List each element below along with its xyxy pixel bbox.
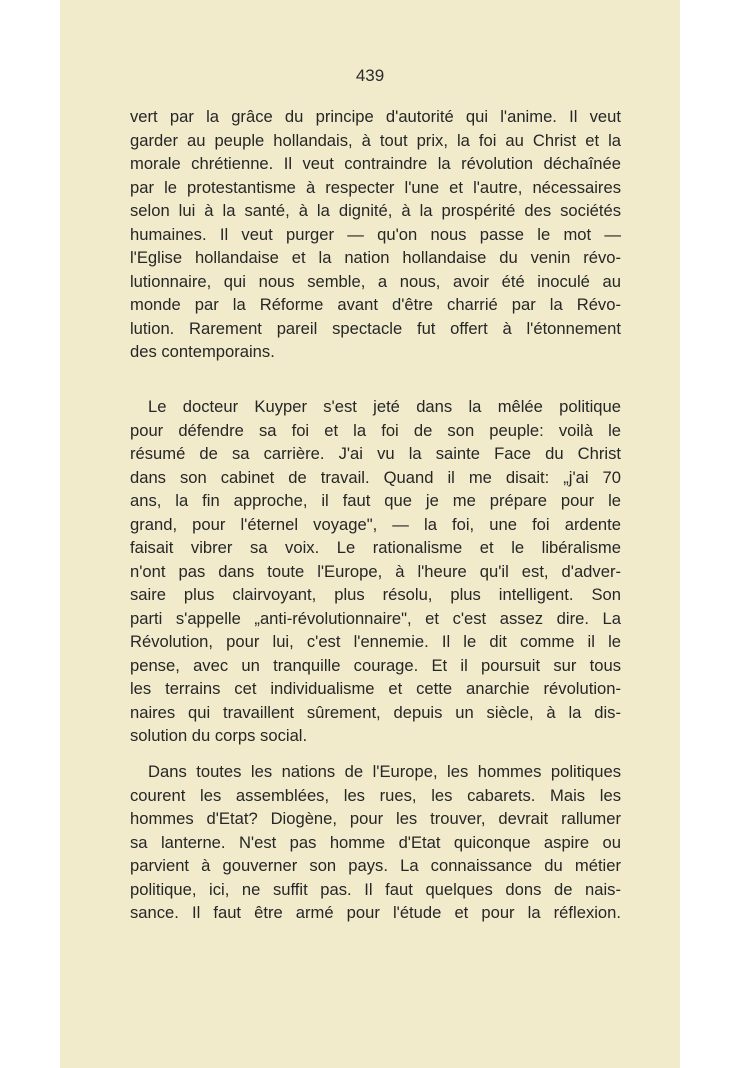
text-line: politique, ici, ne suffit pas. Il faut quelques dons de nais-: [130, 879, 621, 899]
text-line: Révolution, pour lui, c'est l'ennemie. Il le dit comme il le: [130, 632, 621, 651]
text-line: humaines. Il veut purger — qu'on nous passe le mot —: [130, 224, 621, 244]
text-line: vert par la grâce du principe d'autorité qui l'anime. Il veut: [130, 107, 621, 126]
text-line: dans son cabinet de travail. Quand il me disait: „j'ai 70: [130, 467, 621, 487]
text-line: pense, avec un tranquille courage. Et il poursuit sur tous: [130, 655, 621, 675]
page-number: 439: [355, 66, 385, 85]
paragraph-2: [130, 395, 621, 748]
text-line: sance. Il faut être armé pour l'étude et pour la réflexion.: [130, 903, 621, 922]
text-line: hommes d'Etat? Diogène, pour les trouver, devrait rallumer: [130, 809, 621, 828]
text-line: sa lanterne. N'est pas homme d'Etat quiconque aspire ou: [130, 832, 621, 852]
text-line: monde par la Réforme avant d'être charrié par la Révo-: [130, 295, 621, 314]
text-line: n'ont pas dans toute l'Europe, à l'heure qu'il est, d'adver-: [130, 561, 621, 581]
text-line: saire plus clairvoyant, plus résolu, plus intelligent. Son: [130, 585, 621, 604]
text-line: parvient à gouverner son pays. La connaissance du métier: [130, 856, 621, 875]
text-line: grand, pour l'éternel voyage", — la foi, une foi ardente: [130, 514, 621, 534]
text-line: garder au peuple hollandais, à tout prix, la foi au Christ et la: [130, 130, 621, 150]
text-line: ans, la fin approche, il faut que je me prépare pour le: [130, 491, 621, 510]
text-line: pour défendre sa foi et la foi de son peuple: voilà le: [130, 420, 621, 440]
paragraph-1: [130, 105, 621, 364]
text-line: parti s'appelle „anti-révolutionnaire", et c'est assez dire. La: [130, 608, 621, 628]
text-line: par le protestantisme à respecter l'une et l'autre, nécessaires: [130, 177, 621, 197]
text-line: faisait vibrer sa voix. Le rationalisme et le libéralisme: [130, 538, 621, 557]
text-line: résumé de sa carrière. J'ai vu la sainte Face du Christ: [130, 444, 621, 463]
text-line: courent les assemblées, les rues, les cabarets. Mais les: [130, 785, 621, 805]
paragraph-3: [130, 760, 621, 925]
text-line: des contemporains.: [130, 342, 275, 361]
text-line: Dans toutes les nations de l'Europe, les hommes politiques: [148, 762, 621, 781]
text-line: solution du corps social.: [130, 726, 308, 745]
text-line: lutionnaire, qui nous semble, a nous, avoir été inoculé au: [130, 271, 621, 291]
text-line: selon lui à la santé, à la dignité, à la prospérité des sociétés: [130, 201, 621, 220]
book-page: [60, 0, 680, 1068]
text-line: Le docteur Kuyper s'est jeté dans la mêlée politique: [148, 397, 621, 416]
text-line: lution. Rarement pareil spectacle fut offert à l'étonnement: [130, 318, 621, 338]
text-line: morale chrétienne. Il veut contraindre la révolution déchaînée: [130, 154, 621, 173]
text-line: les terrains cet individualisme et cette anarchie révolution-: [130, 679, 621, 698]
text-line: l'Eglise hollandaise et la nation hollandaise du venin révo-: [130, 248, 621, 267]
text-line: naires qui travaillent sûrement, depuis un siècle, à la dis-: [130, 702, 621, 722]
